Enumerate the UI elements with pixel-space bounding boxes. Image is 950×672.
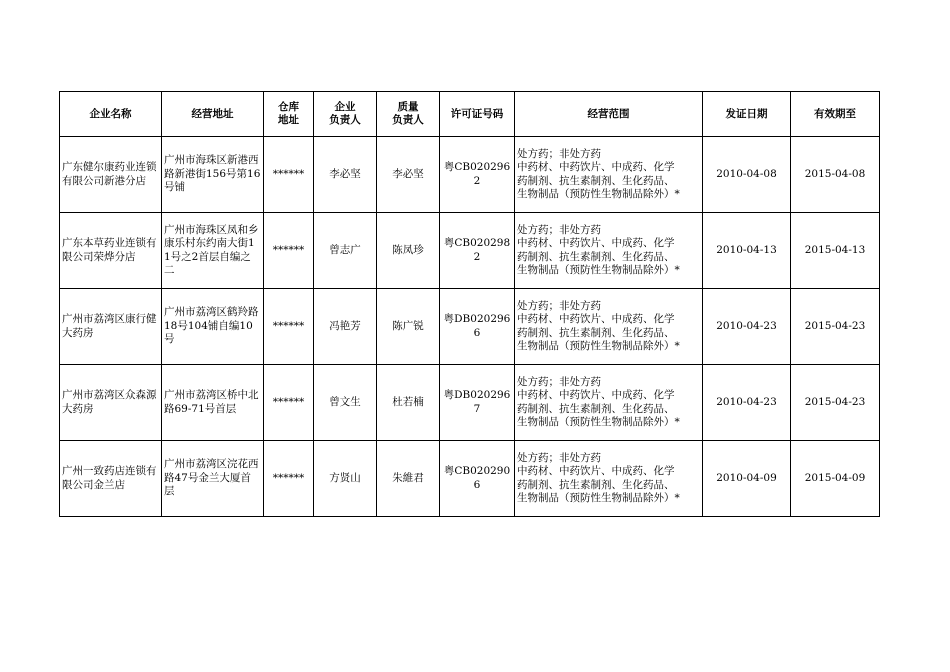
quality-person: 杜若楠 xyxy=(377,365,440,441)
expire-date: 2015-04-08 xyxy=(791,137,880,213)
license-number: 粤DB0202967 xyxy=(440,365,515,441)
company-name: 广东健尔康药业连锁有限公司新港分店 xyxy=(60,137,162,213)
header-license: 许可证号码 xyxy=(440,92,515,137)
license-table xyxy=(59,91,880,517)
expire-date: 2015-04-09 xyxy=(791,441,880,517)
warehouse-address: ****** xyxy=(264,365,314,441)
issue-date: 2010-04-09 xyxy=(703,441,791,517)
company-name: 广州一致药店连锁有限公司金兰店 xyxy=(60,441,162,517)
issue-date: 2010-04-23 xyxy=(703,365,791,441)
header-warehouse: 仓库 地址 xyxy=(264,92,314,137)
business-scope: 处方药；非处方药 中药材、中药饮片、中成药、化学 药制剂、抗生素制剂、生化药品、 生物制品（预防性生物制品除外）* xyxy=(515,441,703,517)
legal-person: 李必坚 xyxy=(314,137,377,213)
header-quality: 质量 负责人 xyxy=(377,92,440,137)
quality-person: 李必坚 xyxy=(377,137,440,213)
header-address: 经营地址 xyxy=(162,92,264,137)
company-name: 广州市荔湾区康行健大药房 xyxy=(60,289,162,365)
license-number: 粤CB0202906 xyxy=(440,441,515,517)
business-address: 广州市荔湾区鹤羚路18号104铺自编10号 xyxy=(162,289,264,365)
expire-date: 2015-04-23 xyxy=(791,289,880,365)
company-name: 广东本草药业连锁有限公司荣烨分店 xyxy=(60,213,162,289)
legal-person: 曾志广 xyxy=(314,213,377,289)
issue-date: 2010-04-23 xyxy=(703,289,791,365)
table-row xyxy=(60,441,880,517)
business-address: 广州市荔湾区桥中北路69-71号首层 xyxy=(162,365,264,441)
table-row xyxy=(60,213,880,289)
business-address: 广州市海珠区凤和乡康乐村东约南大街11号之2首层自编之二 xyxy=(162,213,264,289)
warehouse-address: ****** xyxy=(264,289,314,365)
license-number: 粤CB0202962 xyxy=(440,137,515,213)
header-expire: 有效期至 xyxy=(791,92,880,137)
legal-person: 曾文生 xyxy=(314,365,377,441)
quality-person: 陈凤珍 xyxy=(377,213,440,289)
business-scope: 处方药；非处方药 中药材、中药饮片、中成药、化学 药制剂、抗生素制剂、生化药品、 生物制品（预防性生物制品除外）* xyxy=(515,137,703,213)
legal-person: 方贤山 xyxy=(314,441,377,517)
license-number: 粤CB0202982 xyxy=(440,213,515,289)
warehouse-address: ****** xyxy=(264,213,314,289)
issue-date: 2010-04-13 xyxy=(703,213,791,289)
license-number: 粤DB0202966 xyxy=(440,289,515,365)
header-legal: 企业 负责人 xyxy=(314,92,377,137)
warehouse-address: ****** xyxy=(264,137,314,213)
business-address: 广州市海珠区新港西路新港街156号第16号铺 xyxy=(162,137,264,213)
table-row xyxy=(60,365,880,441)
issue-date: 2010-04-08 xyxy=(703,137,791,213)
quality-person: 朱維君 xyxy=(377,441,440,517)
business-scope: 处方药；非处方药 中药材、中药饮片、中成药、化学 药制剂、抗生素制剂、生化药品、 生物制品（预防性生物制品除外）* xyxy=(515,365,703,441)
legal-person: 冯艳芳 xyxy=(314,289,377,365)
table-row xyxy=(60,137,880,213)
expire-date: 2015-04-13 xyxy=(791,213,880,289)
company-name: 广州市荔湾区众森源大药房 xyxy=(60,365,162,441)
header-name: 企业名称 xyxy=(60,92,162,137)
business-scope: 处方药；非处方药 中药材、中药饮片、中成药、化学 药制剂、抗生素制剂、生化药品、 生物制品（预防性生物制品除外）* xyxy=(515,213,703,289)
expire-date: 2015-04-23 xyxy=(791,365,880,441)
warehouse-address: ****** xyxy=(264,441,314,517)
header-issue: 发证日期 xyxy=(703,92,791,137)
header-row xyxy=(60,92,880,137)
header-scope: 经营范围 xyxy=(515,92,703,137)
table-row xyxy=(60,289,880,365)
business-address: 广州市荔湾区浣花西路47号金兰大厦首层 xyxy=(162,441,264,517)
quality-person: 陈广锐 xyxy=(377,289,440,365)
business-scope: 处方药；非处方药 中药材、中药饮片、中成药、化学 药制剂、抗生素制剂、生化药品、 生物制品（预防性生物制品除外）* xyxy=(515,289,703,365)
